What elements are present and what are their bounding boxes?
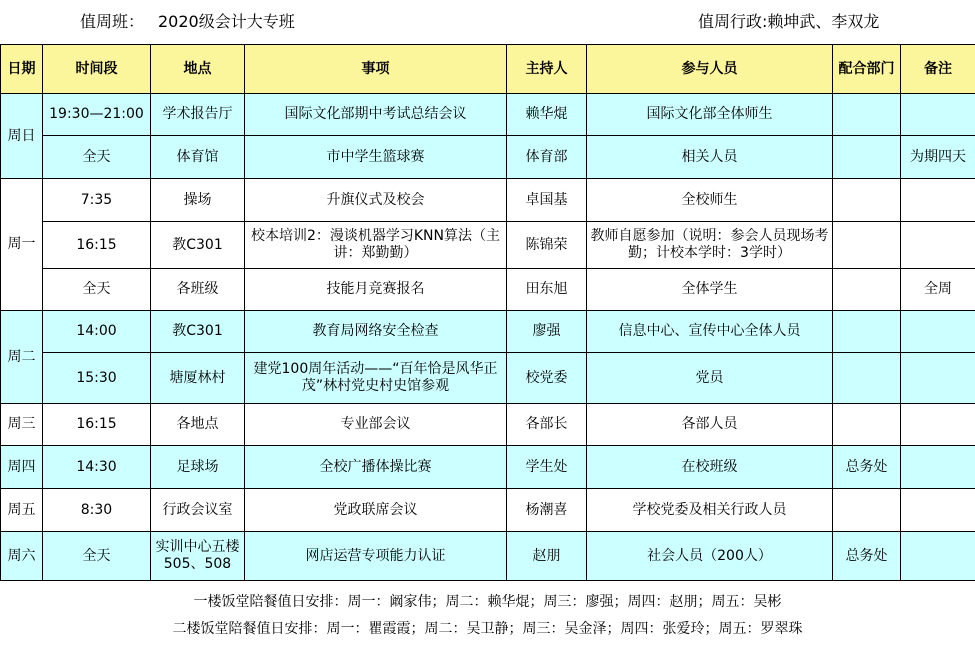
note-cell [901,311,975,353]
item-cell: 国际文化部期中考试总结会议 [245,94,507,136]
place-cell: 体育馆 [151,136,245,179]
col-header-dept: 配合部门 [833,45,901,94]
participants-cell: 全校师生 [587,179,833,222]
day-cell: 周三 [1,404,43,446]
duty-header [0,0,975,44]
day-cell: 周五 [1,489,43,532]
table-row [1,532,975,581]
col-header-time: 时间段 [43,45,151,94]
duty-class-label: 值周班： [80,12,145,31]
duty-class: 2020级会计大专班 [158,12,295,31]
col-header-note: 备注 [901,45,975,94]
host-cell: 陈锦荣 [507,222,587,269]
time-cell: 16:15 [43,222,151,269]
table-row [1,136,975,179]
host-cell: 校党委 [507,353,587,404]
place-cell: 行政会议室 [151,489,245,532]
participants-cell: 全体学生 [587,269,833,311]
dept-cell [833,179,901,222]
table-row [1,489,975,532]
time-cell: 14:30 [43,446,151,489]
dept-cell [833,311,901,353]
place-cell: 塘厦林村 [151,353,245,404]
note-cell [901,489,975,532]
note-cell [901,179,975,222]
item-cell: 党政联席会议 [245,489,507,532]
dept-cell [833,404,901,446]
dept-cell [833,489,901,532]
item-cell: 市中学生篮球赛 [245,136,507,179]
host-cell: 各部长 [507,404,587,446]
place-cell: 学术报告厅 [151,94,245,136]
day-cell: 周四 [1,446,43,489]
host-cell: 田东旭 [507,269,587,311]
duty-admin: 值周行政:赖坤武、李双龙 [698,12,880,31]
time-cell: 15:30 [43,353,151,404]
table-row [1,311,975,353]
table-row [1,353,975,404]
time-cell: 全天 [43,532,151,581]
time-cell: 19:30—21:00 [43,94,151,136]
note-cell [901,94,975,136]
dept-cell: 总务处 [833,532,901,581]
host-cell: 卓国基 [507,179,587,222]
schedule-body [1,94,975,581]
time-cell: 7:35 [43,179,151,222]
canteen-duty-floor1: 一楼饭堂陪餐值日安排：周一：阚家伟；周二：赖华焜；周三：廖强；周四：赵朋；周五：吴彬 [193,594,782,610]
host-cell: 廖强 [507,311,587,353]
day-cell: 周日 [1,94,43,179]
time-cell: 16:15 [43,404,151,446]
place-cell: 足球场 [151,446,245,489]
participants-cell: 学校党委及相关行政人员 [587,489,833,532]
dept-cell [833,136,901,179]
place-cell: 教C301 [151,222,245,269]
participants-cell: 信息中心、宣传中心全体人员 [587,311,833,353]
item-cell: 全校广播体操比赛 [245,446,507,489]
host-cell: 赖华焜 [507,94,587,136]
dept-cell [833,94,901,136]
col-header-participants: 参与人员 [587,45,833,94]
participants-cell: 教师自愿参加（说明：参会人员现场考勤；计校本学时：3学时） [587,222,833,269]
place-cell: 操场 [151,179,245,222]
host-cell: 杨潮喜 [507,489,587,532]
host-cell: 学生处 [507,446,587,489]
participants-cell: 各部人员 [587,404,833,446]
table-row [1,222,975,269]
col-header-item: 事项 [245,45,507,94]
col-header-place: 地点 [151,45,245,94]
note-cell [901,404,975,446]
item-cell: 建党100周年活动——“百年恰是风华正茂”林村党史村史馆参观 [245,353,507,404]
note-cell [901,353,975,404]
item-cell: 校本培训2：漫谈机器学习KNN算法（主讲：郑勤勤） [245,222,507,269]
col-header-date: 日期 [1,45,43,94]
note-cell [901,446,975,489]
dept-cell: 总务处 [833,446,901,489]
item-cell: 网店运营专项能力认证 [245,532,507,581]
item-cell: 技能月竞赛报名 [245,269,507,311]
item-cell: 专业部会议 [245,404,507,446]
item-cell: 教育局网络安全检查 [245,311,507,353]
note-cell [901,532,975,581]
dept-cell [833,222,901,269]
dept-cell [833,353,901,404]
participants-cell: 在校班级 [587,446,833,489]
table-header-row [1,45,975,94]
note-cell: 全周 [901,269,975,311]
canteen-duty-floor2: 二楼饭堂陪餐值日安排：周一：瞿霞霞；周二：吴卫静；周三：吴金泽；周四：张爱玲；周五：罗翠珠 [172,621,803,637]
time-cell: 全天 [43,269,151,311]
table-row [1,269,975,311]
time-cell: 8:30 [43,489,151,532]
note-cell: 为期四天 [901,136,975,179]
time-cell: 14:00 [43,311,151,353]
table-row [1,94,975,136]
host-cell: 赵朋 [507,532,587,581]
time-cell: 全天 [43,136,151,179]
day-cell: 周二 [1,311,43,404]
day-cell: 周一 [1,179,43,311]
table-row [1,404,975,446]
item-cell: 升旗仪式及校会 [245,179,507,222]
place-cell: 各地点 [151,404,245,446]
place-cell: 教C301 [151,311,245,353]
table-row [1,179,975,222]
table-row [1,446,975,489]
day-cell: 周六 [1,532,43,581]
participants-cell: 相关人员 [587,136,833,179]
note-cell [901,222,975,269]
col-header-host: 主持人 [507,45,587,94]
schedule-table [0,44,975,581]
place-cell: 各班级 [151,269,245,311]
place-cell: 实训中心五楼505、508 [151,532,245,581]
participants-cell: 党员 [587,353,833,404]
participants-cell: 国际文化部全体师生 [587,94,833,136]
dept-cell [833,269,901,311]
participants-cell: 社会人员（200人） [587,532,833,581]
host-cell: 体育部 [507,136,587,179]
